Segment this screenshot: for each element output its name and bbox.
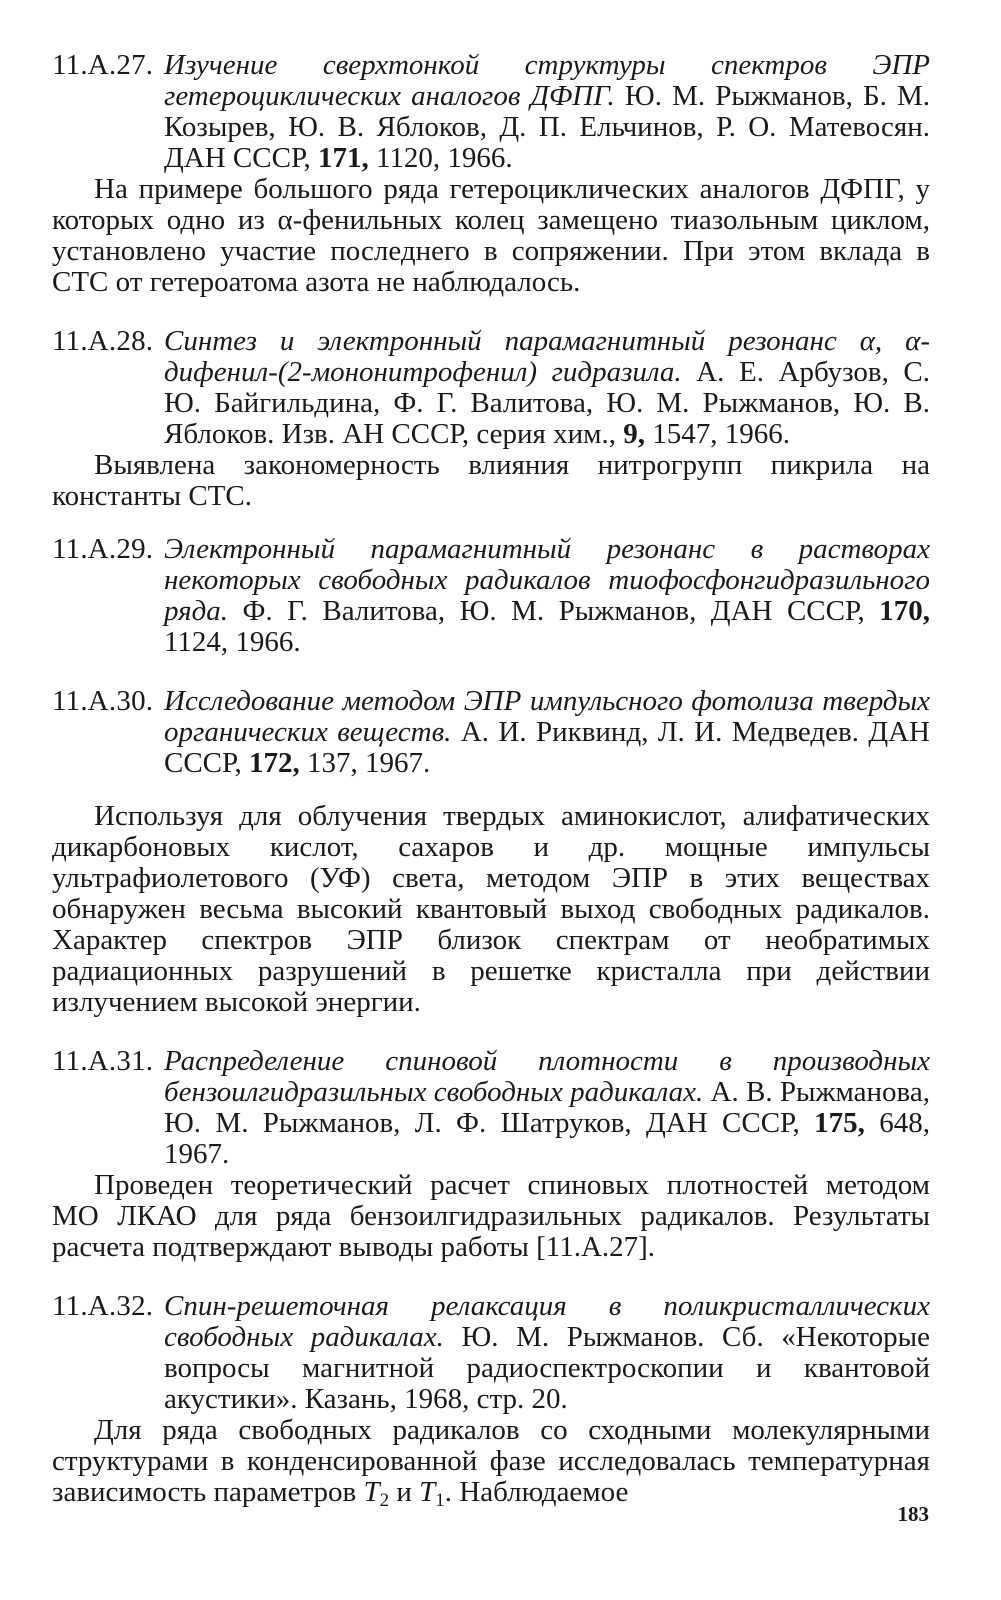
entry-number: 11.A.32. <box>52 1290 154 1322</box>
entry-title: Изучение сверхтонкой структуры спектров ЭПР гетероциклических аналогов ДФПГ. <box>164 49 930 112</box>
entry-title: Спин-решеточная релаксация в поликристаллических свободных радикалах. <box>164 1290 930 1353</box>
entry-authors: Ф. Г. Валитова, Ю. М. Рыжманов, ДАН СССР, <box>242 595 865 627</box>
entry-volume: 170, <box>879 595 931 627</box>
entry-pages: 648, 1967. <box>164 1107 931 1170</box>
entry-authors: Ю. М. Рыжманов, Б. М. Козырев, Ю. В. Яблоков, Д. П. Ельчинов, Р. О. Матевосян. ДАН СССР, <box>164 80 930 174</box>
entry-title: Синтез и электронный парамагнитный резонанс α, α-дифенил-(2-мононитрофенил) гидразила. <box>164 325 930 388</box>
entry-pages: 1120, 1966. <box>375 142 513 174</box>
bibliography-entry <box>52 1046 930 1263</box>
entry-title: Распределение спиновой плотности в производных бензоилгидразильных свободных радикалах. <box>164 1045 930 1108</box>
entry-pages: 1547, 1966. <box>652 418 790 450</box>
param-t2 <box>363 1476 379 1508</box>
description-lead: Для ряда свободных радикалов со сходными молекулярными структурами в конденсированной фазе исследовалась температурная зависимость параметров <box>52 1414 930 1508</box>
entry-number: 11.A.30. <box>52 685 154 717</box>
entry-heading <box>52 1046 930 1170</box>
param-symbol: T <box>419 1476 436 1508</box>
entry-number: 11.A.27. <box>52 49 154 81</box>
bibliography-entry <box>52 50 930 298</box>
description-tail: . Наблюдаемое <box>444 1476 629 1508</box>
conjunction: и <box>396 1476 412 1508</box>
entry-description: Проведен теоретический расчет спиновых плотностей методом МО ЛКАО для ряда бензоилгидразильных радикалов. Результаты расчета подтверждают выводы работы [11.A.27]. <box>52 1169 930 1263</box>
entry-pages: 137, 1967. <box>307 747 431 779</box>
entry-title: Исследование методом ЭПР импульсного фотолиза твердых органических веществ. <box>164 685 930 748</box>
bibliography-entry <box>52 326 930 512</box>
entry-authors: А. Е. Арбузов, С. Ю. Байгильдина, Ф. Г. Валитова, Ю. М. Рыжманов, Ю. В. Яблоков. Изв. АН СССР, серия хим., <box>164 356 931 450</box>
entry-number: 11.A.31. <box>52 1045 154 1077</box>
entry-number: 11.A.28. <box>52 325 154 357</box>
entry-heading <box>52 686 930 779</box>
param-symbol: T <box>363 1476 380 1508</box>
entry-authors: А. В. Рыжманова, Ю. М. Рыжманов, Л. Ф. Шатруков, ДАН СССР, <box>164 1076 930 1139</box>
bibliography-entry <box>52 686 930 1018</box>
entry-description <box>52 1414 930 1511</box>
entry-volume: 175, <box>814 1107 865 1139</box>
entry-description: На примере большого ряда гетероциклических аналогов ДФПГ, у которых одно из α-фенильных колец замещено тиазольным циклом, установлено участие последнего в сопряжении. При этом вклада в СТС от гетероатома азота не наблюдалось. <box>52 173 930 298</box>
entry-number: 11.A.29. <box>52 533 154 565</box>
entry-volume: 171, <box>317 142 369 174</box>
entry-pages: 1124, 1966. <box>164 626 301 658</box>
bibliography-list <box>52 49 931 1511</box>
param-subscript: 1 <box>435 1490 445 1511</box>
entry-heading <box>52 1291 930 1415</box>
bibliography-entry <box>52 534 930 658</box>
entry-authors: Ю. М. Рыжманов. Сб. «Некоторые вопросы магнитной радиоспектроскопии и квантовой акустики». Казань, 1968, стр. 20. <box>164 1321 930 1415</box>
entry-volume: 9, <box>623 418 645 450</box>
entry-title: Электронный парамагнитный резонанс в растворах некоторых свободных радикалов тиофосфонгидразильного ряда. <box>164 533 930 627</box>
bibliography-entry <box>52 1290 930 1511</box>
entry-description: Выявлена закономерность влияния нитрогрупп пикрила на константы СТС. <box>52 449 930 512</box>
entry-volume: 172, <box>249 747 300 779</box>
param-subscript: 2 <box>379 1490 390 1511</box>
entry-heading <box>52 534 930 658</box>
param-t1 <box>419 1476 435 1508</box>
entry-heading <box>52 326 930 450</box>
page-number: 183 <box>897 1502 929 1526</box>
entry-description: Используя для облучения твердых аминокислот, алифатических дикарбоновых кислот, сахаров и др. мощные импульсы ультрафиолетового (УФ) света, методом ЭПР в этих веществах обнаружен весьма высокий квантовый выход свободных радикалов. Характер спектров ЭПР близок спектрам от необратимых радиационных разрушений в решетке кристалла при действии излучением высокой энергии. <box>52 800 930 1018</box>
entry-authors: А. И. Риквинд, Л. И. Медведев. ДАН СССР, <box>164 716 930 779</box>
entry-heading <box>52 50 930 174</box>
